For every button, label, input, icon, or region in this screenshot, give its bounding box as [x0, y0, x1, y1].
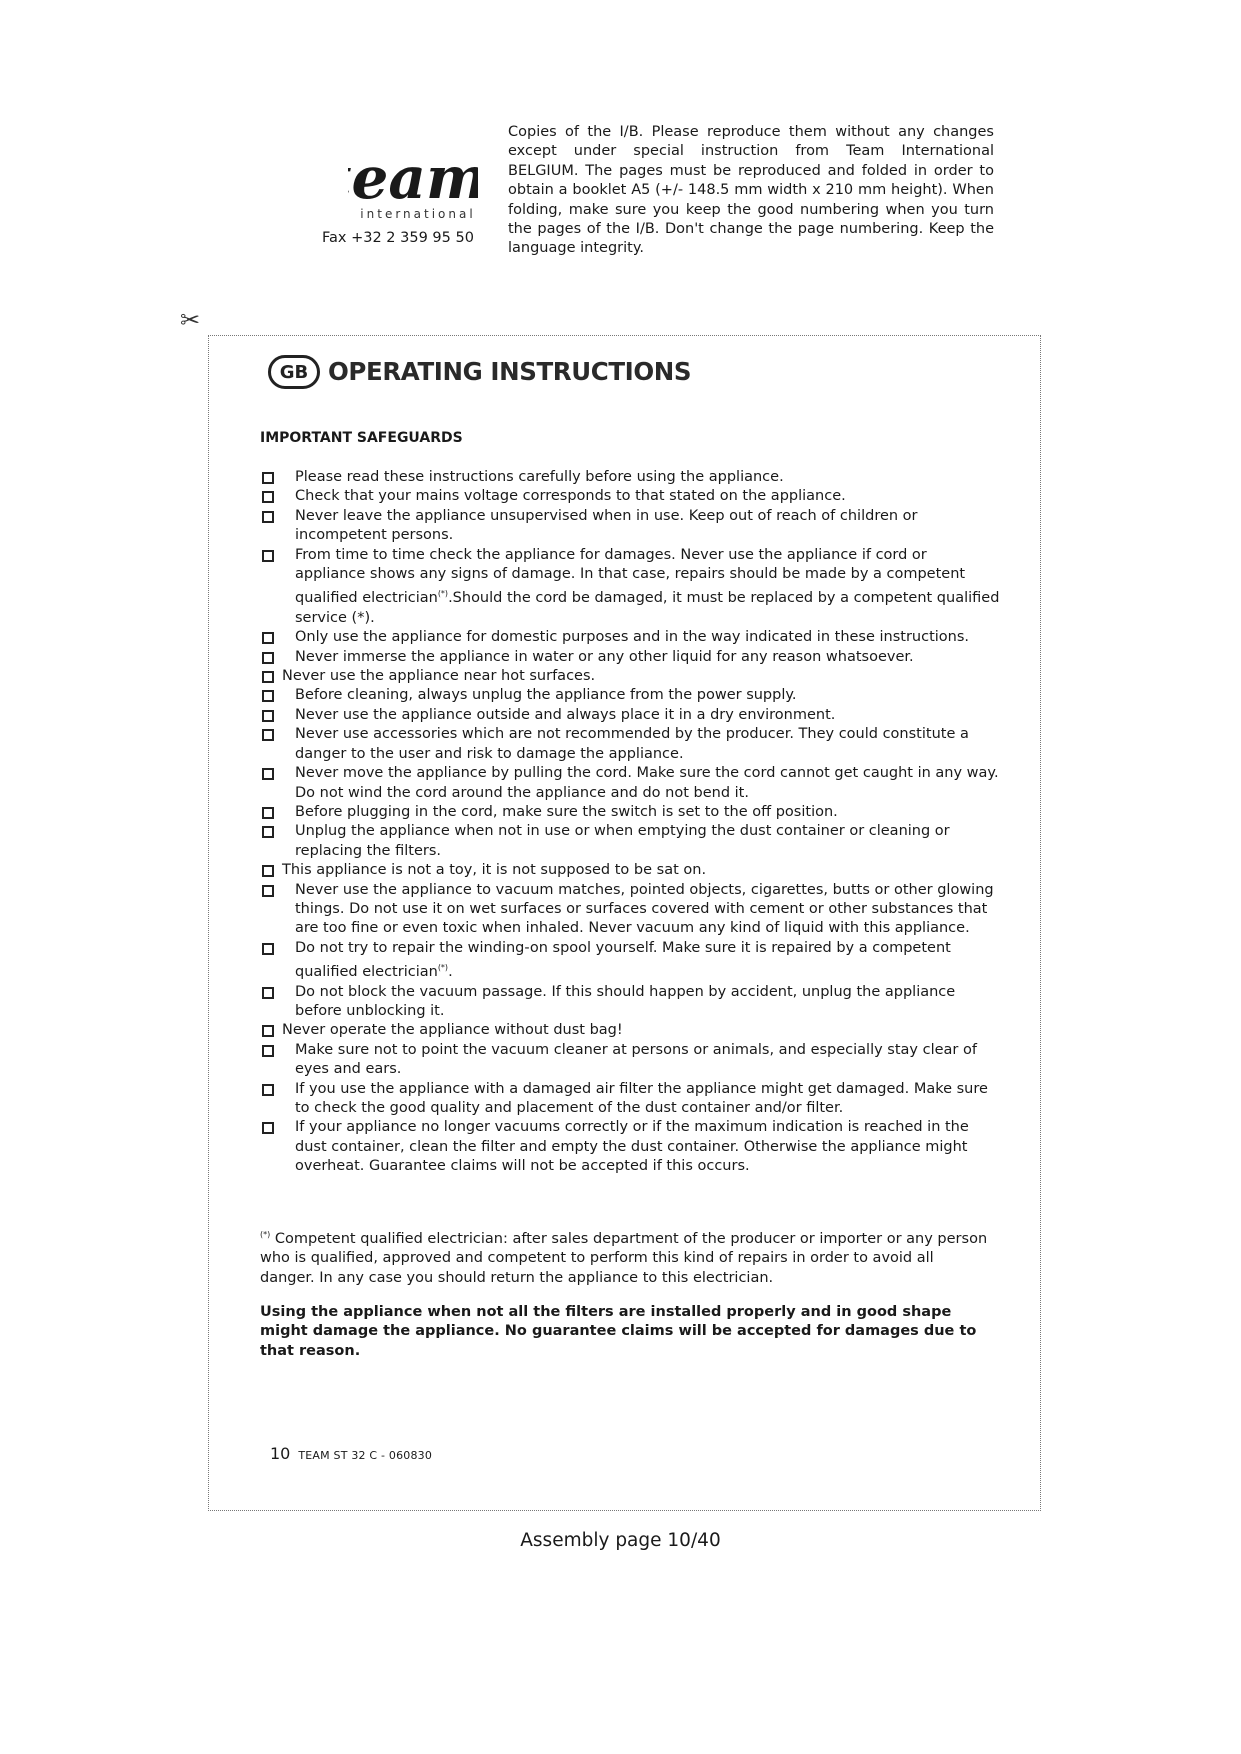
- checkbox-icon: [262, 652, 274, 664]
- list-item: Before plugging in the cord, make sure the switch is set to the off position.: [260, 803, 1000, 822]
- model-code: TEAM ST 32 C - 060830: [298, 1449, 433, 1462]
- list-item: If your appliance no longer vacuums correctly or if the maximum indication is reached in the dust container, clean the filter and empty the dust container. Otherwise the appliance might overheat. Guarantee claims will not be accepted if this occurs.: [260, 1118, 1000, 1176]
- checkbox-icon: [262, 491, 274, 503]
- checkbox-icon: [262, 885, 274, 897]
- list-item: Only use the appliance for domestic purposes and in the way indicated in these instructions.: [260, 628, 1000, 647]
- page-title: OPERATING INSTRUCTIONS: [328, 357, 692, 386]
- checkbox-icon: [262, 632, 274, 644]
- checkbox-icon: [262, 550, 274, 562]
- list-item: Never use the appliance to vacuum matches, pointed objects, cigarettes, butts or other glowing things. Do not use it on wet surfaces or surfaces covered with cement or other substances that are too fine or even toxic when inhaled. Never vacuum any kind of liquid with this appliance.: [260, 881, 1000, 939]
- checkbox-icon: [262, 511, 274, 523]
- list-item: Never leave the appliance unsupervised when in use. Keep out of reach of children or incompetent persons.: [260, 507, 1000, 546]
- list-item: Make sure not to point the vacuum cleaner at persons or animals, and especially stay clear of eyes and ears.: [260, 1041, 1000, 1080]
- list-item: Unplug the appliance when not in use or when emptying the dust container or cleaning or replacing the filters.: [260, 822, 1000, 861]
- list-item: Never immerse the appliance in water or any other liquid for any reason whatsoever.: [260, 648, 1000, 667]
- list-item: If you use the appliance with a damaged air filter the appliance might get damaged. Make sure to check the good quality and placement of the dust container and/or filter.: [260, 1080, 1000, 1119]
- checkbox-icon: [262, 1025, 274, 1037]
- list-item: Please read these instructions carefully before using the appliance.: [260, 468, 1000, 487]
- checkbox-icon: [262, 865, 274, 877]
- page-footer: [270, 1444, 432, 1463]
- logo-brand: eam: [351, 144, 478, 212]
- checkbox-icon: [262, 690, 274, 702]
- filter-warning: Using the appliance when not all the filters are installed properly and in good shape might damage the appliance. No guarantee claims will be accepted for damages due to that reason.: [260, 1304, 977, 1359]
- list-item: Never move the appliance by pulling the cord. Make sure the cord cannot get caught in any way. Do not wind the cord around the appliance and do not bend it.: [260, 764, 1000, 803]
- checkbox-icon: [262, 987, 274, 999]
- checkbox-icon: [262, 1084, 274, 1096]
- checkbox-icon: [262, 807, 274, 819]
- safeguards-list: [260, 468, 1000, 1177]
- checkbox-icon: [262, 826, 274, 838]
- scissors-icon: ✂: [180, 306, 201, 334]
- checkbox-icon: [262, 943, 274, 955]
- list-item: Do not try to repair the winding-on spool yourself. Make sure it is repaired by a competent qualified electrician(*).: [260, 939, 1000, 983]
- checkbox-icon: [262, 729, 274, 741]
- assembly-page: Assembly page 10/40: [520, 1530, 721, 1551]
- list-item: Before cleaning, always unplug the appliance from the power supply.: [260, 686, 1000, 705]
- list-item: Never operate the appliance without dust bag!: [260, 1021, 1000, 1040]
- footnote: (*) Competent qualified electrician: after sales department of the producer or importer or any person who is qualified, approved and competent to perform this kind of repairs in order to avoid all danger. In any case you should return the appliance to this electrician.: [260, 1230, 988, 1286]
- list-item: Do not block the vacuum passage. If this should happen by accident, unplug the appliance before unblocking it.: [260, 983, 1000, 1022]
- list-item: This appliance is not a toy, it is not supposed to be sat on.: [260, 861, 1000, 880]
- team-logo: [348, 120, 478, 230]
- checkbox-icon: [262, 768, 274, 780]
- list-item: Never use the appliance near hot surfaces.: [260, 667, 1000, 686]
- checkbox-icon: [262, 1045, 274, 1057]
- list-item: Check that your mains voltage corresponds to that stated on the appliance.: [260, 487, 1000, 506]
- safeguards-title: IMPORTANT SAFEGUARDS: [260, 430, 463, 446]
- page-number: 10: [270, 1444, 291, 1463]
- language-badge: GB: [268, 355, 320, 389]
- checkbox-icon: [262, 710, 274, 722]
- copies-instruction: Copies of the I/B. Please reproduce them without any changes except under special instruction from Team International BELGIUM. The pages must be reproduced and folded in order to obtain a booklet A5 (+/- 148.5 mm width x 210 mm height). When folding, make sure you keep the good numbering when you turn the pages of the I/B. Don't change the page numbering. Keep the language integrity.: [508, 124, 994, 257]
- list-item: Never use the appliance outside and always place it in a dry environment.: [260, 706, 1000, 725]
- fax-number: Fax +32 2 359 95 50: [322, 230, 474, 246]
- checkbox-icon: [262, 472, 274, 484]
- list-item: Never use accessories which are not recommended by the producer. They could constitute a danger to the user and risk to damage the appliance.: [260, 725, 1000, 764]
- checkbox-icon: [262, 1122, 274, 1134]
- logo-sub: international: [360, 207, 476, 221]
- list-item: From time to time check the appliance for damages. Never use the appliance if cord or appliance shows any signs of damage. In that case, repairs should be made by a competent qualified electrician(*).Should the cord be damaged, it must be replaced by a competent qualified service (*).: [260, 546, 1000, 629]
- checkbox-icon: [262, 671, 274, 683]
